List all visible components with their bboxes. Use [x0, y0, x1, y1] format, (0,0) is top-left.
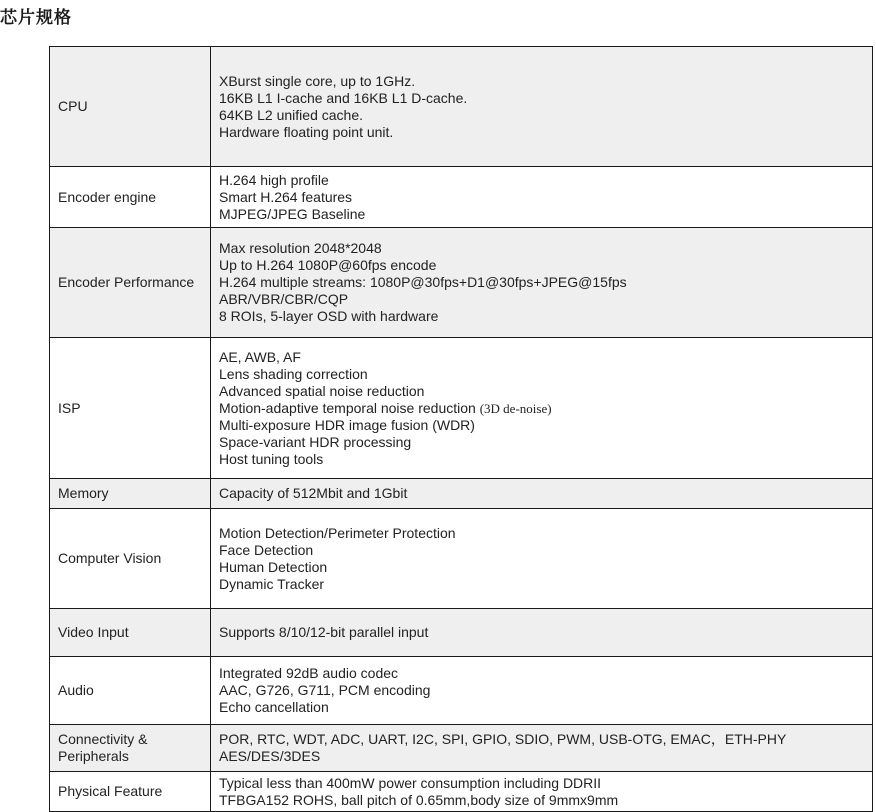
table-row	[50, 509, 873, 609]
label-line: Connectivity &	[58, 731, 148, 747]
table-row	[50, 725, 873, 772]
value-line: Integrated 92dB audio codec	[219, 665, 399, 681]
row-label-encoder-engine: Encoder engine	[50, 167, 211, 228]
value-line: Hardware floating point unit.	[219, 123, 394, 140]
table-row	[50, 479, 873, 509]
value-line: Multi-exposure HDR image fusion (WDR)	[219, 416, 475, 433]
page-title: 芯片规格	[0, 8, 72, 28]
row-label-physical-feature: Physical Feature	[50, 772, 211, 812]
value-line: Typical less than 400mW power consumption including DDRII	[219, 774, 602, 791]
row-label-audio: Audio	[50, 657, 211, 725]
value-line: Smart H.264 features	[219, 188, 353, 205]
value-line: MJPEG/JPEG Baseline	[219, 205, 366, 222]
value-line	[219, 400, 864, 417]
row-value-isp	[211, 338, 873, 479]
value-line: H.264 high profile	[219, 171, 329, 188]
value-line: ABR/VBR/CBR/CQP	[219, 291, 349, 307]
row-value-memory	[211, 479, 873, 509]
table-row	[50, 228, 873, 338]
value-line: POR, RTC, WDT, ADC, UART, I2C, SPI, GPIO, SDIO, PWM, USB-OTG, EMAC，ETH-PHY	[219, 731, 787, 747]
row-label-cpu: CPU	[50, 47, 211, 167]
table-row	[50, 338, 873, 479]
row-value-physical-feature	[211, 772, 873, 812]
label-line: Peripherals	[58, 748, 129, 764]
row-label-memory: Memory	[50, 479, 211, 509]
value-line-text: Motion-adaptive temporal noise reduction	[219, 399, 480, 416]
value-line: AE, AWB, AF	[219, 348, 301, 365]
table-row	[50, 47, 873, 167]
table-row	[50, 609, 873, 657]
row-label-encoder-performance: Encoder Performance	[50, 228, 211, 338]
spec-table	[49, 46, 873, 812]
value-line: Up to H.264 1080P@60fps encode	[219, 257, 437, 273]
value-line: Host tuning tools	[219, 450, 324, 467]
value-line: Lens shading correction	[219, 365, 368, 382]
value-line: Supports 8/10/12-bit parallel input	[219, 624, 429, 640]
table-row	[50, 167, 873, 228]
value-line: XBurst single core, up to 1GHz.	[219, 72, 416, 89]
row-value-encoder-engine	[211, 167, 873, 228]
row-label-connectivity	[50, 725, 211, 772]
row-label-isp: ISP	[50, 338, 211, 479]
value-line: Motion Detection/Perimeter Protection	[219, 524, 456, 541]
value-line: AAC, G726, G711, PCM encoding	[219, 682, 431, 698]
row-label-video-input: Video Input	[50, 609, 211, 657]
value-line: Space-variant HDR processing	[219, 433, 412, 450]
table-row	[50, 772, 873, 812]
value-line-note: (3D de-noise)	[479, 400, 552, 416]
row-value-connectivity	[211, 725, 873, 772]
value-line: H.264 multiple streams: 1080P@30fps+D1@30fps+JPEG@15fps	[219, 274, 627, 290]
value-line: Advanced spatial noise reduction	[219, 382, 425, 399]
value-line: AES/DES/3DES	[219, 748, 321, 764]
row-value-computer-vision	[211, 509, 873, 609]
row-value-encoder-performance	[211, 228, 873, 338]
value-line: 64KB L2 unified cache.	[219, 106, 363, 123]
value-line: 16KB L1 I-cache and 16KB L1 D-cache.	[219, 89, 468, 106]
row-label-computer-vision: Computer Vision	[50, 509, 211, 609]
value-line: Capacity of 512Mbit and 1Gbit	[219, 485, 408, 501]
value-line: Human Detection	[219, 558, 328, 575]
row-value-cpu	[211, 47, 873, 167]
value-line: Face Detection	[219, 541, 314, 558]
value-line: Max resolution 2048*2048	[219, 240, 382, 256]
value-line: Echo cancellation	[219, 699, 329, 715]
row-value-video-input	[211, 609, 873, 657]
value-line: 8 ROIs, 5-layer OSD with hardware	[219, 308, 439, 324]
row-value-audio	[211, 657, 873, 725]
value-line: Dynamic Tracker	[219, 575, 325, 592]
value-line: TFBGA152 ROHS, ball pitch of 0.65mm,body size of 9mmx9mm	[219, 791, 619, 808]
table-row	[50, 657, 873, 725]
